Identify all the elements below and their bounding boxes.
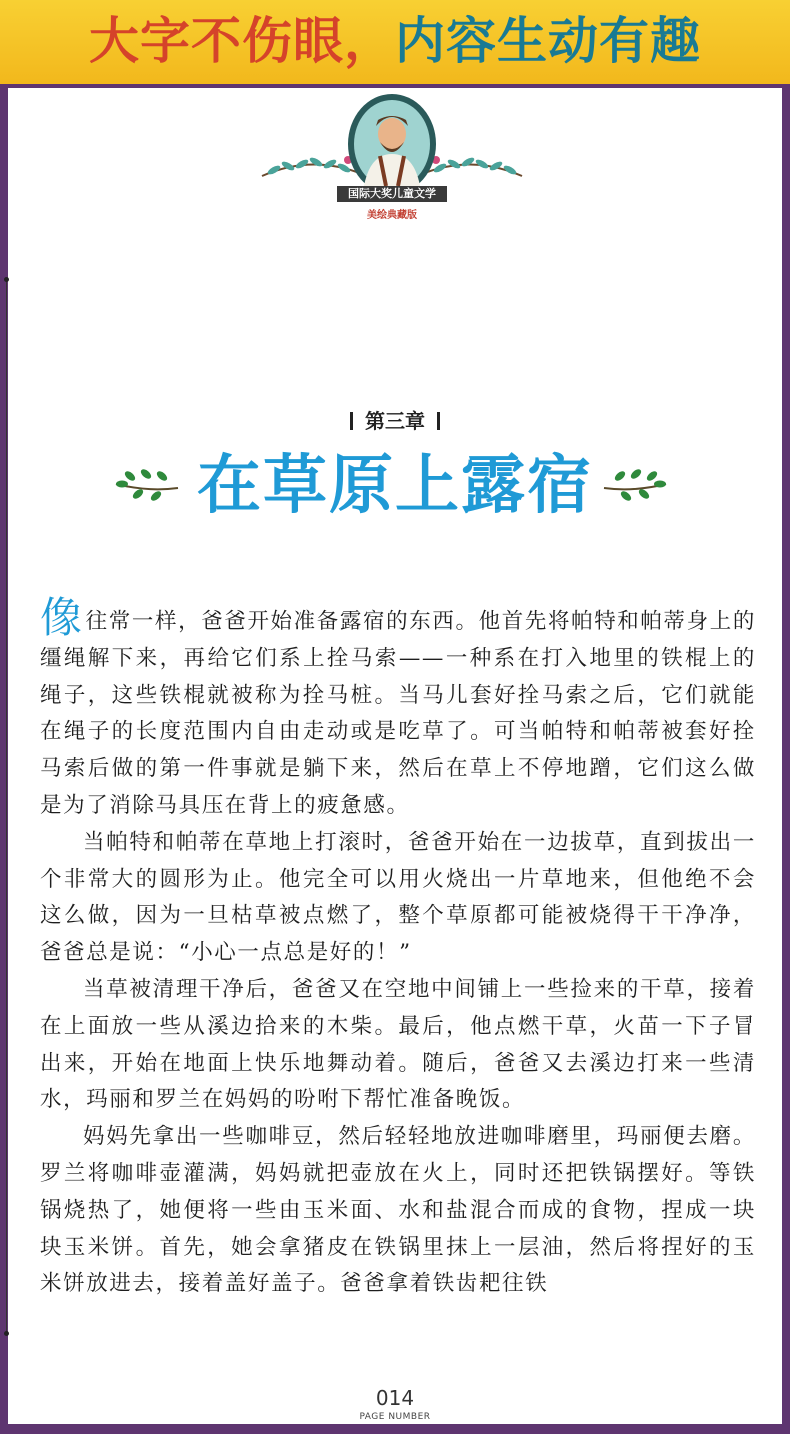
- chapter-label-text: 第三章: [365, 409, 425, 433]
- chapter-number: [0, 405, 790, 434]
- series-subtitle: 美绘典藏版: [367, 210, 417, 221]
- drop-cap: 像: [40, 593, 84, 642]
- paragraph-1-text: 往常一样，爸爸开始准备露宿的东西。他首先将帕特和帕蒂身上的缰绳解下来，再给它们系上拴马索——一种系在打入地里的铁棍上的绳子，这些铁棍就被称为拴马桩。当马儿套好拴马索之后，它们就能在绳子的长度范围内自由走动或是吃草了。可当帕特和帕蒂被套好拴马索后做的第一件事就是躺下来，然后在草上不停地蹭，它们这么做是为了消除马具压在背上的疲惫感。: [40, 609, 756, 818]
- paragraph-4: 妈妈先拿出一些咖啡豆，然后轻轻地放进咖啡磨里，玛丽便去磨。罗兰将咖啡壶灌满，妈妈就把壶放在火上，同时还把铁锅摆好。等铁锅烧热了，她便将一些由玉米面、水和盐混合而成的食物，捏成一块块玉米饼。首先，她会拿猪皮在铁锅里抹上一层油，然后将捏好的玉米饼放进去，接着盖好盖子。爸爸拿着铁齿耙往铁: [40, 1124, 756, 1297]
- banner-slogan-part2: 内容生动有趣: [395, 11, 701, 70]
- margin-line: [6, 280, 7, 1334]
- paragraph-2: 当帕特和帕蒂在草地上打滚时，爸爸开始在一边拔草，直到拔出一个非常大的圆形为止。他完全可以用火烧出一片草地来，但他绝不会这么做，因为一旦枯草被点燃了，整个草原都可能被烧得干干净净，爸爸总是说：“小心一点总是好的！”: [40, 829, 756, 966]
- top-banner: [0, 0, 790, 88]
- chapter-bar-left: [350, 412, 353, 430]
- margin-dot-bottom: [4, 1331, 9, 1336]
- chapter-title: 在草原上露宿: [197, 448, 593, 523]
- chapter-body: [40, 593, 756, 1303]
- paragraph-1: [40, 593, 756, 825]
- series-label: 国际大奖儿童文学: [337, 186, 447, 202]
- banner-slogan-part1: 大字不伤眼，: [89, 11, 395, 70]
- banner-slogan: [89, 10, 701, 72]
- margin-dot-top: [4, 277, 9, 282]
- emblem-illustration: [252, 94, 532, 224]
- page-number-caption: PAGE NUMBER: [359, 1412, 431, 1422]
- page-number: 014: [375, 1386, 415, 1410]
- chapter-bar-right: [437, 412, 440, 430]
- series-emblem: [252, 94, 532, 224]
- paragraph-3: 当草被清理干净后，爸爸又在空地中间铺上一些捡来的干草，接着在上面放一些从溪边拾来的木柴。最后，他点燃干草，火苗一下子冒出来，开始在地面上快乐地舞动着。随后，爸爸又去溪边打来一些清水，玛丽和罗兰在妈妈的吩咐下帮忙准备晚饭。: [40, 976, 756, 1113]
